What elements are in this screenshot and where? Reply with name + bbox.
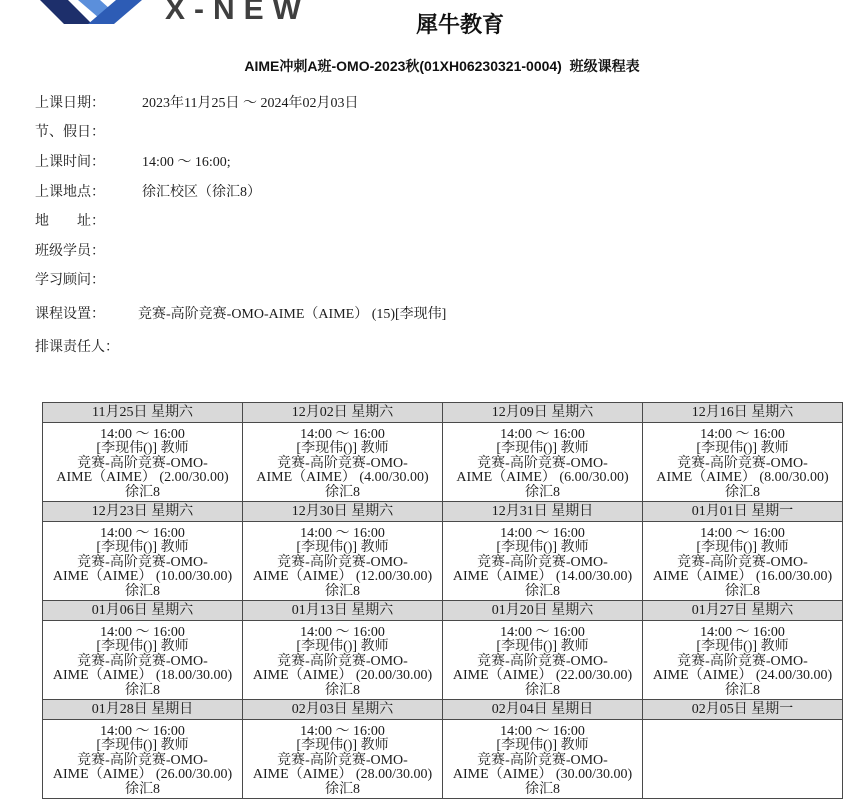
page-title: 犀牛教育	[415, 12, 504, 37]
session-date-header: 12月30日 星期六	[243, 502, 443, 522]
session-cell	[43, 522, 243, 601]
session-course: 竞赛-高阶竞赛-OMO-	[677, 653, 808, 669]
session-room: 徐汇8	[725, 583, 760, 599]
session-room: 徐汇8	[125, 583, 160, 599]
session-teacher: [李现伟()] 教师	[696, 639, 789, 655]
schedule-subtitle: AIME冲刺A班-OMO-2023秋(01XH06230321-0004) 班级课程表	[244, 58, 640, 74]
session-cell	[243, 423, 443, 502]
session-teacher: [李现伟()] 教师	[296, 540, 389, 556]
session-room: 徐汇8	[725, 682, 760, 698]
session-course: 竞赛-高阶竞赛-OMO-	[677, 455, 808, 471]
session-row	[43, 423, 843, 502]
info-holidays-label: 节、假日：	[35, 125, 105, 140]
date-header-row	[43, 601, 843, 621]
session-cell	[643, 423, 843, 502]
session-date-header: 01月28日 星期日	[43, 700, 243, 720]
session-time: 14:00 ～ 16:00	[300, 625, 385, 640]
info-date-label: 上课日期：	[35, 96, 105, 111]
xnew-logo	[0, 0, 320, 24]
session-date-header: 01月20日 星期六	[443, 601, 643, 621]
session-time: 14:00 ～ 16:00	[100, 625, 185, 640]
session-room: 徐汇8	[325, 583, 360, 599]
session-time: 14:00 ～ 16:00	[500, 724, 585, 739]
info-course-label: 课程设置：	[35, 307, 105, 322]
session-cell	[243, 720, 443, 799]
session-hours: AIME（AIME） (12.00/30.00)	[252, 569, 433, 585]
session-teacher: [李现伟()] 教师	[496, 738, 589, 754]
session-course: 竞赛-高阶竞赛-OMO-	[77, 653, 208, 669]
session-room: 徐汇8	[525, 781, 560, 797]
session-course: 竞赛-高阶竞赛-OMO-	[77, 554, 208, 570]
session-date-header: 02月03日 星期六	[243, 700, 443, 720]
session-hours: AIME（AIME） (14.00/30.00)	[452, 569, 633, 585]
session-room: 徐汇8	[325, 484, 360, 500]
info-advisor-row	[0, 271, 600, 291]
session-teacher: [李现伟()] 教师	[496, 441, 589, 457]
session-time: 14:00 ～ 16:00	[100, 427, 185, 442]
session-cell	[243, 621, 443, 700]
session-cell	[243, 522, 443, 601]
session-row	[43, 720, 843, 799]
session-hours: AIME（AIME） (6.00/30.00)	[456, 470, 629, 486]
info-course-value: 竞赛-高阶竞赛-OMO-AIME（AIME） (15)[李现伟]	[138, 307, 447, 322]
session-date-header: 01月06日 星期六	[43, 601, 243, 621]
session-course: 竞赛-高阶竞赛-OMO-	[277, 554, 408, 570]
session-room: 徐汇8	[125, 484, 160, 500]
session-teacher: [李现伟()] 教师	[96, 540, 189, 556]
date-header-row	[43, 502, 843, 522]
logo-wordmark: X-NEW	[165, 0, 310, 24]
date-header-row	[43, 403, 843, 423]
session-time: 14:00 ～ 16:00	[300, 526, 385, 541]
session-teacher: [李现伟()] 教师	[96, 639, 189, 655]
session-teacher: [李现伟()] 教师	[696, 441, 789, 457]
session-time: 14:00 ～ 16:00	[300, 427, 385, 442]
session-teacher: [李现伟()] 教师	[96, 738, 189, 754]
session-hours: AIME（AIME） (18.00/30.00)	[52, 668, 233, 684]
session-date-header: 01月27日 星期六	[643, 601, 843, 621]
session-course: 竞赛-高阶竞赛-OMO-	[277, 653, 408, 669]
session-date-header: 02月04日 星期日	[443, 700, 643, 720]
session-row	[43, 522, 843, 601]
date-header-row	[43, 700, 843, 720]
session-time: 14:00 ～ 16:00	[100, 526, 185, 541]
session-time: 14:00 ～ 16:00	[300, 724, 385, 739]
info-time-label: 上课时间：	[35, 155, 105, 170]
session-row	[43, 621, 843, 700]
session-cell	[443, 423, 643, 502]
info-scheduler-row	[0, 338, 600, 358]
session-course: 竞赛-高阶竞赛-OMO-	[677, 554, 808, 570]
session-teacher: [李现伟()] 教师	[296, 639, 389, 655]
info-address-label: 地 址：	[35, 214, 105, 229]
info-students-row	[0, 242, 600, 262]
session-hours: AIME（AIME） (8.00/30.00)	[656, 470, 829, 486]
session-teacher: [李现伟()] 教师	[296, 738, 389, 754]
session-hours: AIME（AIME） (10.00/30.00)	[52, 569, 233, 585]
session-date-header: 02月05日 星期一	[643, 700, 843, 720]
session-time: 14:00 ～ 16:00	[500, 526, 585, 541]
session-date-header: 12月02日 星期六	[243, 403, 443, 423]
session-cell	[643, 522, 843, 601]
session-course: 竞赛-高阶竞赛-OMO-	[477, 752, 608, 768]
session-cell	[43, 720, 243, 799]
session-date-header: 11月25日 星期六	[43, 403, 243, 423]
schedule-table	[42, 402, 843, 799]
session-room: 徐汇8	[525, 484, 560, 500]
info-date-row	[0, 94, 600, 114]
session-date-header: 01月01日 星期一	[643, 502, 843, 522]
session-course: 竞赛-高阶竞赛-OMO-	[277, 455, 408, 471]
session-cell	[443, 720, 643, 799]
session-course: 竞赛-高阶竞赛-OMO-	[477, 554, 608, 570]
info-time-value: 14:00 ～ 16:00;	[142, 155, 231, 170]
session-teacher: [李现伟()] 教师	[96, 441, 189, 457]
info-location-label: 上课地点：	[35, 185, 105, 200]
session-cell	[643, 621, 843, 700]
info-location-value: 徐汇校区（徐汇8）	[142, 185, 261, 200]
session-time: 14:00 ～ 16:00	[700, 625, 785, 640]
session-time: 14:00 ～ 16:00	[500, 625, 585, 640]
session-hours: AIME（AIME） (22.00/30.00)	[452, 668, 633, 684]
session-cell	[43, 621, 243, 700]
session-hours: AIME（AIME） (24.00/30.00)	[652, 668, 833, 684]
session-date-header: 01月13日 星期六	[243, 601, 443, 621]
session-course: 竞赛-高阶竞赛-OMO-	[77, 752, 208, 768]
info-location-row	[0, 183, 600, 203]
session-course: 竞赛-高阶竞赛-OMO-	[477, 455, 608, 471]
session-room: 徐汇8	[525, 583, 560, 599]
session-time: 14:00 ～ 16:00	[700, 427, 785, 442]
info-date-value: 2023年11月25日 ～ 2024年02月03日	[142, 96, 359, 111]
session-teacher: [李现伟()] 教师	[496, 639, 589, 655]
session-room: 徐汇8	[125, 781, 160, 797]
session-hours: AIME（AIME） (26.00/30.00)	[52, 767, 233, 783]
session-hours: AIME（AIME） (28.00/30.00)	[252, 767, 433, 783]
session-course: 竞赛-高阶竞赛-OMO-	[277, 752, 408, 768]
session-room: 徐汇8	[125, 682, 160, 698]
session-room: 徐汇8	[725, 484, 760, 500]
session-room: 徐汇8	[525, 682, 560, 698]
session-cell	[443, 522, 643, 601]
info-time-row	[0, 153, 600, 173]
session-hours: AIME（AIME） (30.00/30.00)	[452, 767, 633, 783]
info-scheduler-label: 排课责任人：	[35, 340, 119, 355]
session-hours: AIME（AIME） (16.00/30.00)	[652, 569, 833, 585]
session-date-header: 12月16日 星期六	[643, 403, 843, 423]
info-students-label: 班级学员：	[35, 244, 105, 259]
info-course-row	[0, 305, 600, 325]
session-time: 14:00 ～ 16:00	[100, 724, 185, 739]
session-room: 徐汇8	[325, 682, 360, 698]
info-advisor-label: 学习顾问：	[35, 273, 105, 288]
session-hours: AIME（AIME） (20.00/30.00)	[252, 668, 433, 684]
session-course: 竞赛-高阶竞赛-OMO-	[477, 653, 608, 669]
session-date-header: 12月31日 星期日	[443, 502, 643, 522]
info-address-row	[0, 212, 600, 232]
empty-session-cell	[643, 720, 843, 799]
session-hours: AIME（AIME） (4.00/30.00)	[256, 470, 429, 486]
session-room: 徐汇8	[325, 781, 360, 797]
session-time: 14:00 ～ 16:00	[700, 526, 785, 541]
session-cell	[443, 621, 643, 700]
session-hours: AIME（AIME） (2.00/30.00)	[56, 470, 229, 486]
session-teacher: [李现伟()] 教师	[496, 540, 589, 556]
session-date-header: 12月23日 星期六	[43, 502, 243, 522]
session-cell	[43, 423, 243, 502]
session-teacher: [李现伟()] 教师	[696, 540, 789, 556]
session-date-header: 12月09日 星期六	[443, 403, 643, 423]
session-teacher: [李现伟()] 教师	[296, 441, 389, 457]
info-holidays-row	[0, 123, 600, 143]
session-course: 竞赛-高阶竞赛-OMO-	[77, 455, 208, 471]
session-time: 14:00 ～ 16:00	[500, 427, 585, 442]
